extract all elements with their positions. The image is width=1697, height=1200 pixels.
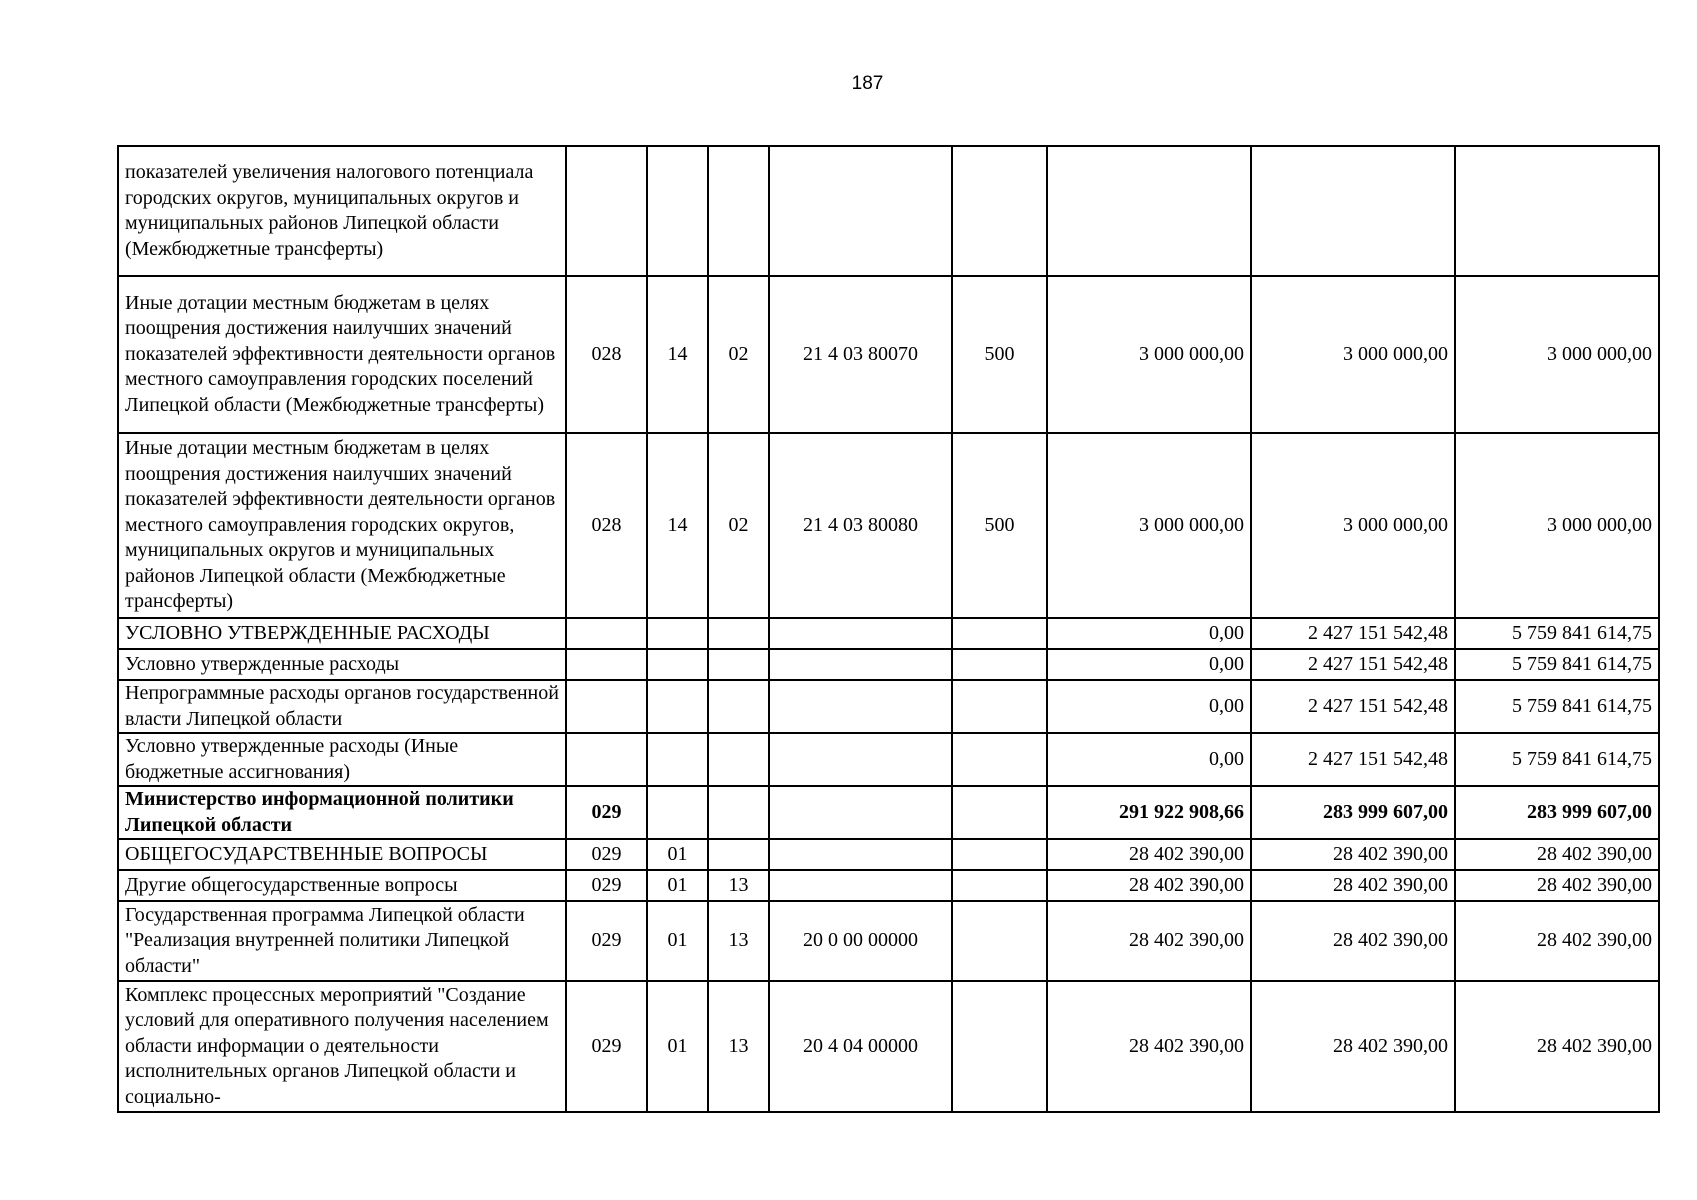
amount-year-1: 291 922 908,66 xyxy=(1047,786,1251,839)
amount-year-3: 5 759 841 614,75 xyxy=(1455,649,1659,680)
table-row xyxy=(118,839,1659,870)
row-name: Условно утвержденные расходы (Иные бюджетные ассигнования) xyxy=(118,733,566,786)
ministry-code: 029 xyxy=(566,901,647,981)
section-code: 01 xyxy=(647,981,708,1112)
expense-type-code xyxy=(952,618,1047,649)
subsection-code xyxy=(708,786,769,839)
section-code xyxy=(647,618,708,649)
target-article-code xyxy=(769,839,952,870)
table-row xyxy=(118,649,1659,680)
ministry-code: 028 xyxy=(566,276,647,433)
amount-year-3: 28 402 390,00 xyxy=(1455,901,1659,981)
amount-year-1 xyxy=(1047,146,1251,276)
expense-type-code: 500 xyxy=(952,433,1047,618)
ministry-code xyxy=(566,680,647,733)
amount-year-1: 3 000 000,00 xyxy=(1047,276,1251,433)
section-code xyxy=(647,146,708,276)
ministry-code: 029 xyxy=(566,786,647,839)
row-name: Министерство информационной политики Липецкой области xyxy=(118,786,566,839)
expense-type-code xyxy=(952,901,1047,981)
section-code xyxy=(647,786,708,839)
subsection-code: 13 xyxy=(708,870,769,901)
amount-year-2 xyxy=(1251,146,1455,276)
amount-year-2: 28 402 390,00 xyxy=(1251,981,1455,1112)
amount-year-3: 5 759 841 614,75 xyxy=(1455,733,1659,786)
amount-year-3: 28 402 390,00 xyxy=(1455,981,1659,1112)
target-article-code: 20 4 04 00000 xyxy=(769,981,952,1112)
amount-year-1: 0,00 xyxy=(1047,680,1251,733)
table-row xyxy=(118,618,1659,649)
row-name: показателей увеличения налогового потенциала городских округов, муниципальных округов и муниципальных районов Липецкой области (Межбюджетные трансферты) xyxy=(118,146,566,276)
amount-year-1: 28 402 390,00 xyxy=(1047,901,1251,981)
subsection-code: 13 xyxy=(708,901,769,981)
section-code: 14 xyxy=(647,433,708,618)
target-article-code xyxy=(769,146,952,276)
subsection-code xyxy=(708,733,769,786)
row-name: Иные дотации местным бюджетам в целях поощрения достижения наилучших значений показателей эффективности деятельности органов местного самоуправления городских поселений Липецкой области (Межбюджетные трансферты) xyxy=(118,276,566,433)
page-number: 187 xyxy=(851,73,884,94)
subsection-code: 02 xyxy=(708,433,769,618)
expense-type-code xyxy=(952,786,1047,839)
amount-year-3: 5 759 841 614,75 xyxy=(1455,618,1659,649)
table-row xyxy=(118,786,1659,839)
target-article-code: 21 4 03 80080 xyxy=(769,433,952,618)
expense-type-code xyxy=(952,146,1047,276)
budget-table xyxy=(117,145,1660,1113)
row-name: Иные дотации местным бюджетам в целях поощрения достижения наилучших значений показателей эффективности деятельности органов местного самоуправления городских округов, муниципальных округов и муниципальных районов Липецкой области (Межбюджетные трансферты) xyxy=(118,433,566,618)
section-code xyxy=(647,680,708,733)
row-name: Условно утвержденные расходы xyxy=(118,649,566,680)
ministry-code xyxy=(566,146,647,276)
section-code: 01 xyxy=(647,870,708,901)
expense-type-code: 500 xyxy=(952,276,1047,433)
table-row xyxy=(118,276,1659,433)
ministry-code: 028 xyxy=(566,433,647,618)
target-article-code xyxy=(769,618,952,649)
amount-year-1: 28 402 390,00 xyxy=(1047,870,1251,901)
table-row xyxy=(118,733,1659,786)
amount-year-3: 283 999 607,00 xyxy=(1455,786,1659,839)
amount-year-3: 3 000 000,00 xyxy=(1455,433,1659,618)
amount-year-2: 2 427 151 542,48 xyxy=(1251,733,1455,786)
ministry-code xyxy=(566,649,647,680)
table-row xyxy=(118,433,1659,618)
section-code: 14 xyxy=(647,276,708,433)
table-row xyxy=(118,901,1659,981)
ministry-code: 029 xyxy=(566,981,647,1112)
subsection-code xyxy=(708,618,769,649)
amount-year-1: 28 402 390,00 xyxy=(1047,981,1251,1112)
expense-type-code xyxy=(952,680,1047,733)
target-article-code xyxy=(769,649,952,680)
amount-year-1: 0,00 xyxy=(1047,733,1251,786)
table-row xyxy=(118,870,1659,901)
amount-year-3 xyxy=(1455,146,1659,276)
row-name: Комплекс процессных мероприятий "Создание условий для оперативного получения населением области информации о деятельности исполнительных органов Липецкой области и социально- xyxy=(118,981,566,1112)
amount-year-3: 5 759 841 614,75 xyxy=(1455,680,1659,733)
row-name: Непрограммные расходы органов государственной власти Липецкой области xyxy=(118,680,566,733)
ministry-code xyxy=(566,618,647,649)
section-code: 01 xyxy=(647,901,708,981)
target-article-code: 20 0 00 00000 xyxy=(769,901,952,981)
subsection-code xyxy=(708,680,769,733)
ministry-code: 029 xyxy=(566,839,647,870)
expense-type-code xyxy=(952,649,1047,680)
amount-year-1: 28 402 390,00 xyxy=(1047,839,1251,870)
expense-type-code xyxy=(952,839,1047,870)
target-article-code xyxy=(769,786,952,839)
section-code xyxy=(647,649,708,680)
amount-year-2: 28 402 390,00 xyxy=(1251,839,1455,870)
amount-year-2: 3 000 000,00 xyxy=(1251,276,1455,433)
amount-year-1: 0,00 xyxy=(1047,649,1251,680)
amount-year-2: 3 000 000,00 xyxy=(1251,433,1455,618)
subsection-code: 02 xyxy=(708,276,769,433)
subsection-code xyxy=(708,839,769,870)
expense-type-code xyxy=(952,733,1047,786)
amount-year-2: 2 427 151 542,48 xyxy=(1251,618,1455,649)
row-name: ОБЩЕГОСУДАРСТВЕННЫЕ ВОПРОСЫ xyxy=(118,839,566,870)
table-row xyxy=(118,680,1659,733)
amount-year-3: 28 402 390,00 xyxy=(1455,870,1659,901)
amount-year-2: 2 427 151 542,48 xyxy=(1251,649,1455,680)
amount-year-1: 3 000 000,00 xyxy=(1047,433,1251,618)
target-article-code xyxy=(769,733,952,786)
expense-type-code xyxy=(952,870,1047,901)
section-code xyxy=(647,733,708,786)
amount-year-2: 283 999 607,00 xyxy=(1251,786,1455,839)
amount-year-2: 28 402 390,00 xyxy=(1251,901,1455,981)
ministry-code: 029 xyxy=(566,870,647,901)
amount-year-2: 2 427 151 542,48 xyxy=(1251,680,1455,733)
table-body xyxy=(118,146,1659,1112)
subsection-code: 13 xyxy=(708,981,769,1112)
ministry-code xyxy=(566,733,647,786)
amount-year-3: 3 000 000,00 xyxy=(1455,276,1659,433)
amount-year-1: 0,00 xyxy=(1047,618,1251,649)
target-article-code: 21 4 03 80070 xyxy=(769,276,952,433)
amount-year-3: 28 402 390,00 xyxy=(1455,839,1659,870)
subsection-code xyxy=(708,649,769,680)
target-article-code xyxy=(769,680,952,733)
row-name: Другие общегосударственные вопросы xyxy=(118,870,566,901)
row-name: Государственная программа Липецкой области "Реализация внутренней политики Липецкой области" xyxy=(118,901,566,981)
table-row xyxy=(118,981,1659,1112)
row-name: УСЛОВНО УТВЕРЖДЕННЫЕ РАСХОДЫ xyxy=(118,618,566,649)
subsection-code xyxy=(708,146,769,276)
amount-year-2: 28 402 390,00 xyxy=(1251,870,1455,901)
target-article-code xyxy=(769,870,952,901)
expense-type-code xyxy=(952,981,1047,1112)
section-code: 01 xyxy=(647,839,708,870)
table-row xyxy=(118,146,1659,276)
